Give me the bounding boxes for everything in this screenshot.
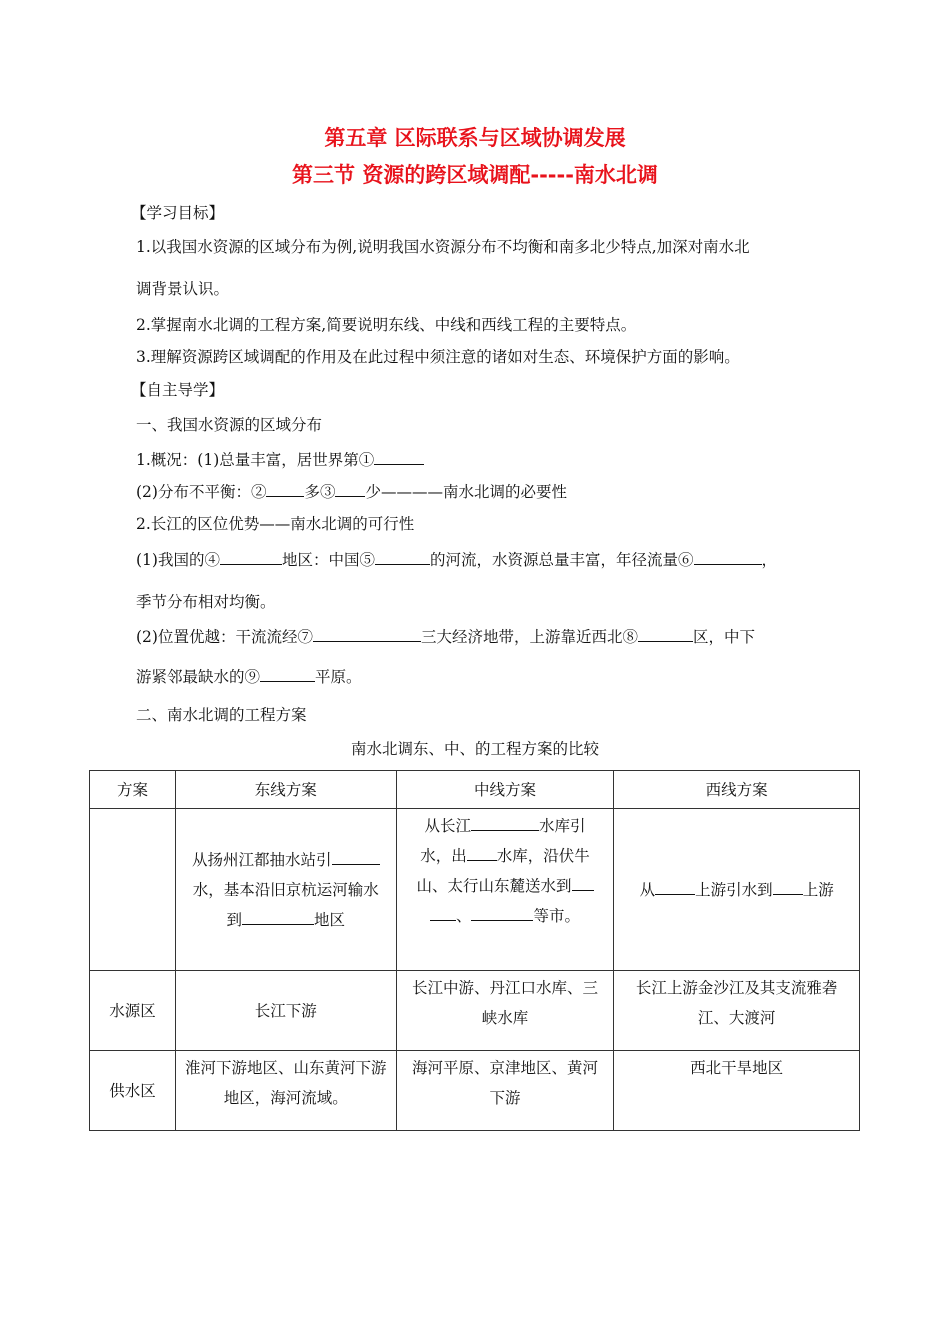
comparison-table	[89, 770, 860, 1131]
route-east-cell	[175, 809, 396, 971]
table-row-route	[90, 809, 860, 971]
overview-text: 1.概况：(1)总量丰富，居世界第①	[136, 451, 375, 469]
yangtze-line-2: 季节分布相对均衡。	[136, 593, 276, 611]
distribution-text-a: (2)分布不平衡：②	[136, 483, 267, 501]
route-mid-text-e: 山、太行山东麓送水到	[416, 877, 572, 895]
blank-6[interactable]	[694, 549, 762, 565]
route-west-text-b: 上游引水到	[695, 880, 773, 899]
blank-7[interactable]	[313, 626, 421, 642]
route-mid-text-g: 等市。	[533, 907, 580, 925]
goal-1a: 1.以我国水资源的区域分布为例,说明我国水资源分布不均衡和南多北少特点,加深对南水北	[136, 238, 750, 256]
blank-west-2[interactable]	[773, 879, 803, 895]
table-row-source	[90, 971, 860, 1051]
route-mid-text-a: 从长江	[424, 817, 471, 835]
goal-2: 2.掌握南水北调的工程方案,简要说明东线、中线和西线工程的主要特点。	[136, 316, 637, 334]
yangtze-advantage: 2.长江的区位优势——南水北调的可行性	[136, 515, 415, 533]
part-1-heading: 一、我国水资源的区域分布	[136, 416, 323, 434]
overview-line	[136, 448, 424, 470]
route-west-text-a: 从	[639, 880, 656, 899]
supply-label: 供水区	[90, 1051, 176, 1131]
route-west-cell	[614, 809, 860, 971]
location-line-1	[136, 625, 755, 647]
route-west-text-c: 上游	[802, 880, 834, 899]
header-scheme: 方案	[90, 771, 176, 809]
guide-header: 【自主导学】	[131, 381, 225, 399]
route-label-cell	[90, 809, 176, 971]
yangtze-line-1	[136, 548, 777, 570]
chapter-title: 第五章 区际联系与区域协调发展	[324, 126, 626, 150]
location-text-d: 游紧邻最缺水的⑨	[136, 668, 261, 686]
blank-east-2[interactable]	[242, 909, 314, 925]
yangtze-text-b: 地区：中国⑤	[281, 551, 375, 569]
supply-east: 淮河下游地区、山东黄河下游地区，海河流域。	[175, 1051, 396, 1131]
route-mid-text-f: 、	[455, 907, 472, 925]
distribution-line	[136, 480, 567, 502]
route-mid-text-c: 水，出	[420, 847, 467, 865]
goal-3: 3.理解资源跨区域调配的作用及在此过程中须注意的诸如对生态、环境保护方面的影响。	[136, 348, 740, 366]
blank-mid-3[interactable]	[572, 875, 594, 891]
source-west: 长江上游金沙江及其支流雅砻江、大渡河	[614, 971, 860, 1051]
header-west: 西线方案	[614, 771, 860, 809]
yangtze-text-d: ，	[761, 551, 778, 569]
blank-mid-2[interactable]	[467, 845, 497, 861]
blank-9[interactable]	[260, 666, 315, 682]
source-middle: 长江中游、丹江口水库、三峡水库	[396, 971, 614, 1051]
section-title: 第三节 资源的跨区域调配-----南水北调	[292, 163, 658, 187]
route-mid-text-d: 水库，沿伏牛	[496, 847, 590, 865]
location-text-b: 三大经济地带，上游靠近西北⑧	[420, 628, 638, 646]
table-row-supply	[90, 1051, 860, 1131]
header-middle: 中线方案	[396, 771, 614, 809]
blank-5[interactable]	[375, 549, 430, 565]
location-text-e: 平原。	[315, 668, 362, 686]
route-mid-text-b: 水库引	[538, 817, 586, 835]
yangtze-text-a: (1)我国的④	[136, 551, 220, 569]
part-2-heading: 二、南水北调的工程方案	[136, 706, 307, 724]
header-east: 东线方案	[175, 771, 396, 809]
blank-mid-4[interactable]	[430, 905, 456, 921]
distribution-text-b: 多③	[304, 483, 336, 501]
route-east-text-a: 从扬州江都抽水站引	[192, 850, 332, 869]
location-text-a: (2)位置优越：干流流经⑦	[136, 628, 313, 646]
blank-8[interactable]	[638, 626, 693, 642]
route-east-text-b: 水，基本沿旧京杭运河输水	[192, 880, 379, 899]
table-header-row	[90, 771, 860, 809]
blank-1[interactable]	[374, 449, 424, 465]
blank-mid-5[interactable]	[471, 905, 533, 921]
location-text-c: 区，中下	[692, 628, 755, 646]
table-caption: 南水北调东、中、的工程方案的比较	[350, 740, 599, 758]
route-east-text-c: 到	[226, 910, 242, 929]
blank-3[interactable]	[335, 481, 365, 497]
location-line-2	[136, 665, 362, 687]
supply-middle: 海河平原、京津地区、黄河下游	[396, 1051, 614, 1131]
supply-west: 西北干旱地区	[614, 1051, 860, 1131]
blank-west-1[interactable]	[655, 879, 695, 895]
route-east-text-d: 地区	[314, 910, 346, 929]
source-label: 水源区	[90, 971, 176, 1051]
route-middle-cell	[396, 809, 614, 971]
source-east: 长江下游	[175, 971, 396, 1051]
blank-mid-1[interactable]	[471, 815, 539, 831]
distribution-text-c: 少————南水北调的必要性	[365, 483, 567, 501]
goals-header: 【学习目标】	[131, 204, 225, 222]
blank-4[interactable]	[220, 549, 282, 565]
goal-1b: 调背景认识。	[136, 280, 230, 298]
blank-2[interactable]	[266, 481, 304, 497]
yangtze-text-c: 的河流，水资源总量丰富，年径流量⑥	[429, 551, 694, 569]
blank-east-1[interactable]	[332, 849, 380, 865]
